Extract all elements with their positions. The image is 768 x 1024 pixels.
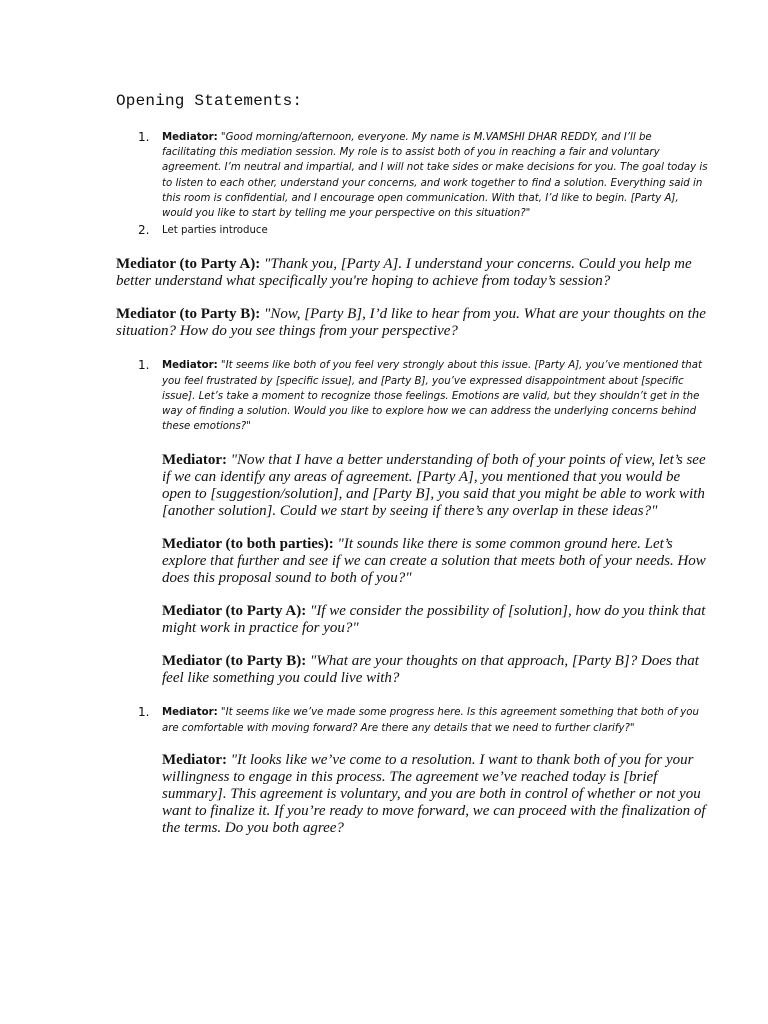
speaker-label: Mediator: xyxy=(162,360,218,372)
emotions-list xyxy=(116,358,708,434)
statement-text: "Now, [Party B], I’d like to hear from you. What are your thoughts on the situation? How do you see things from your perspective? xyxy=(116,306,706,340)
statement-text: "What are your thoughts on that approach, [Party B]? Does that feel like something you could live with? xyxy=(162,653,699,687)
paragraph-party-a-practice xyxy=(162,603,708,637)
paragraph-agreement xyxy=(162,452,708,520)
opening-list xyxy=(116,130,708,238)
speaker-label: Mediator: xyxy=(162,707,218,719)
statement-text: Let parties introduce xyxy=(162,225,268,237)
statement-text: "It sounds like there is some common ground here. Let’s explore that further and see if we can create a solution that meets both of your needs. How does this proposal sound to both of you?" xyxy=(162,536,706,587)
list-number: 2. xyxy=(138,223,150,238)
list-item xyxy=(116,223,708,238)
statement-text: "It seems like we’ve made some progress here. Is this agreement something that both of you are comfortable with moving forward? Are there any details that we need to further clarify?" xyxy=(162,707,699,734)
paragraph-resolution xyxy=(162,752,708,837)
list-number: 1. xyxy=(138,130,150,144)
paragraph-both-parties xyxy=(162,536,708,587)
progress-list xyxy=(116,705,708,735)
list-number: 1. xyxy=(138,358,150,373)
statement-text: "Thank you, [Party A]. I understand your concerns. Could you help me better understand what specifically you're hoping to achieve from today’s session? xyxy=(116,256,692,290)
section-heading: Opening Statements: xyxy=(116,92,303,110)
speaker-label: Mediator: xyxy=(162,751,227,768)
paragraph-party-a xyxy=(116,256,708,290)
statement-text: "Now that I have a better understanding of both of your points of view, let’s see if we can identify any areas of agreement. [Party A], you mentioned that you would be open to [suggestion/solution], and [Party B], you said that you might be able to work with [another solution]. Could we start by seeing if there’s any overlap in these ideas?" xyxy=(162,452,706,520)
list-item xyxy=(116,358,708,434)
speaker-label: Mediator: xyxy=(162,452,227,469)
speaker-label: Mediator (to Party B): xyxy=(162,653,307,670)
paragraph-party-b-approach xyxy=(162,653,708,687)
statement-text: "It looks like we’ve come to a resolution. I want to thank both of you for your willingness to engage in this process. The agreement we’ve reached today is [brief summary]. This agreement is voluntary, and you are both in control of whether or not you want to finalize it. If you’re ready to move forward, we can proceed with the finalization of the terms. Do you both agree? xyxy=(162,751,706,836)
list-number: 1. xyxy=(138,705,150,720)
statement-text: "If we consider the possibility of [solution], how do you think that might work in practice for you?" xyxy=(162,603,706,637)
statement-text: "Good morning/afternoon, everyone. My name is M.VAMSHI DHAR REDDY, and I’ll be facilitating this mediation session. My role is to assist both of you in reaching a fair and voluntary agreement. I’m neutral and impartial, and I will not take sides or make decisions for you. The goal today is to listen to each other, understand your concerns, and work together to find a solution. Everything said in this room is confidential, and I encourage open communication. With that, I’d like to begin. [Party A], would you like to start by telling me your perspective on this situation?" xyxy=(162,132,708,220)
speaker-label: Mediator (to Party A): xyxy=(116,256,261,273)
speaker-label: Mediator (to Party B): xyxy=(116,306,261,323)
list-item xyxy=(116,130,708,221)
statement-text: "It seems like both of you feel very strongly about this issue. [Party A], you’ve mentioned that you feel frustrated by [specific issue], and [Party B], you’ve expressed disappointment about [specific issue]. Let’s take a moment to recognize those feelings. Emotions are valid, but they shouldn’t get in the way of finding a solution. Would you like to explore how we can address the underlying concerns behind these emotions?" xyxy=(162,360,702,433)
paragraph-party-b xyxy=(116,306,708,340)
speaker-label: Mediator (to both parties): xyxy=(162,536,334,553)
speaker-label: Mediator (to Party A): xyxy=(162,603,307,620)
list-item xyxy=(116,705,708,735)
speaker-label: Mediator: xyxy=(162,132,218,143)
